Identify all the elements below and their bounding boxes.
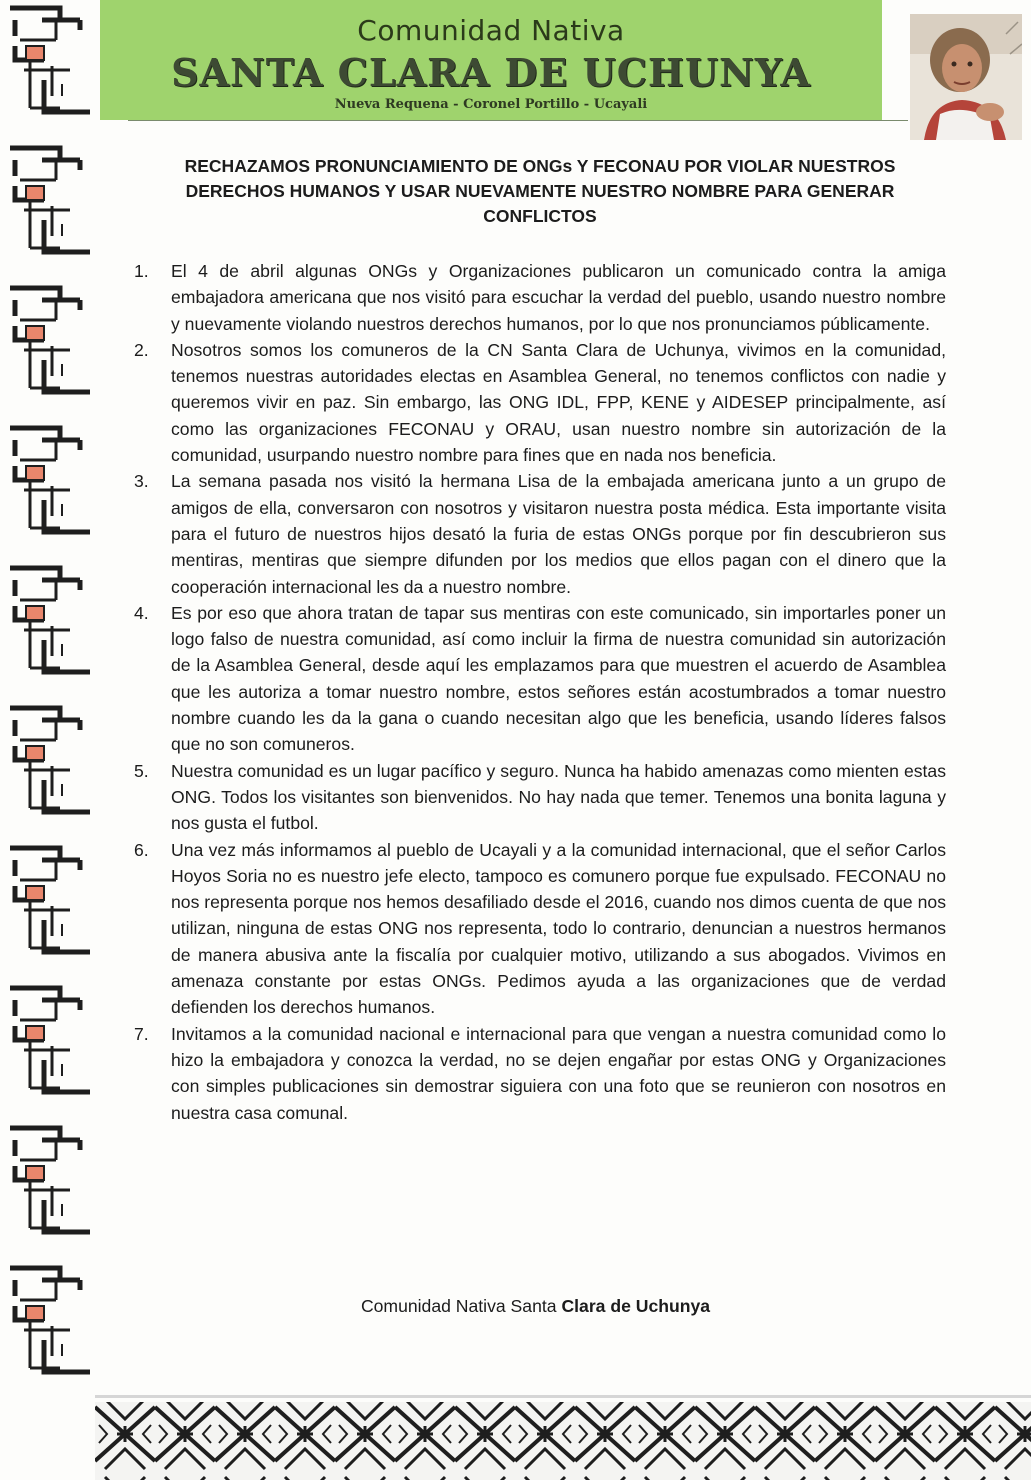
bottom-border-pattern	[95, 1395, 1031, 1480]
header-banner	[100, 0, 882, 120]
item-number: 1.	[134, 261, 149, 281]
item-text: La semana pasada nos visitó la hermana Lisa de la embajada americana junto a un grupo de amigos de ella, conversaron con nosotros y visitaron nuestra posta médica. Esta importante visita para el futuro de nuestros hijos desató la furia de estas ONGs porque por fin descubrieron sus mentiras, mentiras que siempre difunden por los medios que ellos pagan con el dinero que la cooperación internacional les da a nuestro nombre.	[171, 471, 946, 597]
statement-list	[134, 258, 946, 1126]
left-border-pattern	[0, 0, 100, 1480]
document-title: RECHAZAMOS PRONUNCIAMIENTO DE ONGs Y FECONAU POR VIOLAR NUESTROS DERECHOS HUMANOS Y USAR NUEVAMENTE NUESTRO NOMBRE PARA GENERAR CONFLICTOS	[184, 156, 896, 226]
header-location: Nueva Requena - Coronel Portillo - Ucayali	[334, 97, 648, 112]
item-text: El 4 de abril algunas ONGs y Organizaciones publicaron un comunicado contra la amiga embajadora americana que nos visitó para escuchar la verdad del pueblo, usando nuestro nombre y nuevamente violando nuestros derechos humanos, por lo que nos pronunciamos públicamente.	[171, 261, 946, 334]
statement-item	[134, 600, 946, 758]
item-text: Una vez más informamos al pueblo de Ucayali y a la comunidad internacional, que el señor Carlos Hoyos Soria no es nuestro jefe electo, tampoco es comunero porque fue expulsado. FECONAU no nos representa porque nos hemos desafiliado desde el 2016, cuando nos dimos cuenta de que nos utilizan, ninguna de estas ONG nos representa, todo lo contrario, denuncian a nuestros hermanos de manera abusiva ante la fiscalía por cualquier motivo, utilizando a sus abogados. Vivimos en amenaza constante por estas ONGs. Pedimos ayuda a las organizaciones que de verdad defienden los derechos humanos.	[171, 839, 946, 1018]
statement-item	[134, 468, 946, 599]
signature-bold: Clara de Uchunya	[561, 1296, 711, 1316]
header-community-name: SANTA CLARA DE UCHUNYA	[171, 50, 811, 95]
item-text: Invitamos a la comunidad nacional e internacional para que vengan a nuestra comunidad como lo hizo la embajadora y conozca la verdad, no se dejen engañar por estas ONG y Organizaciones con simples publicaciones sin demostrar siguiera con una foto que se reunieron con nosotros en nuestra casa comunal.	[171, 1023, 946, 1123]
item-number: 4.	[134, 602, 149, 623]
item-number: 5.	[134, 760, 149, 781]
signature-line	[0, 1296, 1031, 1317]
signature-regular: Comunidad Nativa Santa	[360, 1296, 562, 1316]
item-number: 2.	[134, 339, 149, 360]
item-text: Nuestra comunidad es un lugar pacífico y seguro. Nunca ha habido amenazas como mienten estas ONG. Todos los visitantes son bienvenidos. No hay nada que temer. Tenemos una bonita laguna y nos gusta el futbol.	[171, 760, 946, 834]
item-number: 3.	[134, 471, 149, 492]
statement-item	[134, 337, 946, 468]
woman-portrait-photo-icon	[910, 14, 1022, 140]
item-number: 6.	[134, 839, 149, 860]
statement-item	[134, 258, 946, 337]
statement-item	[134, 758, 946, 837]
item-text: Es por eso que ahora tratan de tapar sus mentiras con este comunicado, sin importarles poner un logo falso de nuestra comunidad, así como incluir la firma de nuestra comunidad sin autorización de la Asamblea General, desde aquí les emplazamos para que muestren el acuerdo de Asamblea que les autoriza a tomar nuestro nombre, estos señores están acostumbrados a tomar nuestro nombre cuando les da la gana o cuando necesitan algo que les beneficia, usando líderes falsos que no son comuneros.	[171, 602, 946, 755]
header-divider	[128, 120, 908, 121]
statement-item	[134, 1021, 946, 1126]
item-number: 7.	[134, 1023, 149, 1044]
item-text: Nosotros somos los comuneros de la CN Santa Clara de Uchunya, vivimos en la comunidad, tenemos nuestras autoridades electas en Asamblea General, no tenemos conflictos con nadie y queremos vivir en paz. Sin embargo, las ONG IDL, FPP, KENE y AIDESEP principalmente, así como las organizaciones FECONAU y ORAU, usan nuestro nombre sin autorización de la comunidad, usurpando nuestro nombre para fines que en nada nos beneficia.	[171, 339, 946, 466]
statement-item	[134, 837, 946, 1021]
header-community-type: Comunidad Nativa	[357, 14, 625, 47]
